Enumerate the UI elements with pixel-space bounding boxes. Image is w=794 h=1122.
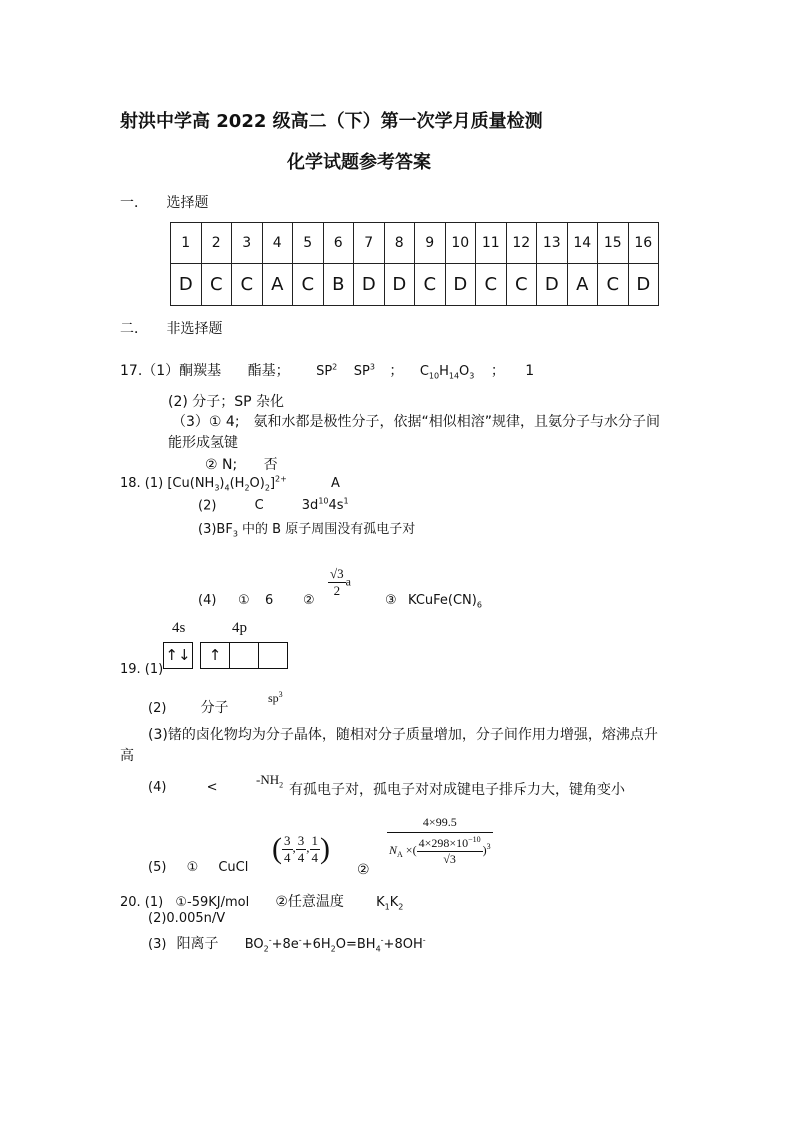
q18-fraction: $\frac{√3}{2}$ a [330,566,351,598]
question-number: 9 [415,223,446,264]
q18-circle-1: ① [238,593,250,608]
question-number: 5 [293,223,324,264]
answer-letter: B [323,264,354,306]
orbital-4s-label: 4s [172,620,186,636]
q20-enthalpy: ①-59KJ/mol [175,895,250,910]
question-number: 15 [598,223,629,264]
q17-sp2: $SP^2$ [316,362,338,379]
q18-answer-a: A [330,476,340,492]
q17-line-2: (2) 分子；SP 杂化 [168,394,285,410]
q18-circle-3: ③ [385,593,397,608]
answer-letter: D [445,264,476,306]
q17-semicolon: ； [389,363,404,379]
answer-letter: C [598,264,629,306]
question-number: 10 [445,223,476,264]
q19-circle-2: ② [357,862,370,878]
question-number: 14 [567,223,598,264]
answer-letter: D [537,264,568,306]
answer-table-number-row [171,223,659,264]
question-number: 12 [506,223,537,264]
answer-letter: D [384,264,415,306]
question-number: 1 [171,223,202,264]
q20-line-2: (2)0.005n/V [148,911,226,926]
q17-line-1 [120,360,534,381]
question-number: 16 [628,223,659,264]
q20-line-3 [148,933,426,954]
q17-formula: $C_{10}H_{14}O_3$ [419,364,475,381]
answer-letter: C [476,264,507,306]
q17-line-4 [205,454,278,474]
answer-letter: C [232,264,263,306]
page-title: 射洪中学高 2022 级高二（下）第一次学月质量检测 [120,111,543,132]
q19-line-4 [148,780,217,795]
q20-label: 20. (1) [120,895,164,910]
q20-k-product: $K_1K_2$ [376,895,404,912]
q17-count: 1 [525,363,535,379]
q17-answer-ester: 酯基； [247,363,290,379]
answer-letter: C [201,264,232,306]
q18-formula: $KCuFe(CN)_6$ [408,593,482,610]
question-number: 7 [354,223,385,264]
section-2-label: 非选择题 [166,321,223,337]
q20-part-3-label: (3) [148,937,167,952]
q20-line-1 [120,891,403,912]
q19-line-3b: 高 [120,748,134,764]
q19-density-formula: 4×99.5 $N_A$ ×( $\frac{4\times 298\times 10^{-10}}{√3}$ )$^3$ [389,815,491,866]
q18-electron-config: $3d^{10}4s^1$ [301,497,349,514]
q17-n-answer: ② N; [205,457,238,473]
question-number: 4 [262,223,293,264]
answer-letter: D [354,264,385,306]
q19-part-5-label: (5) [148,860,167,875]
q19-coordinates: ( $\frac{3}{4}$ , $\frac{3}{4}$ , $\frac{1}{4}$ ) [272,832,330,865]
q18-line-1 [120,475,340,493]
q19-part-2-label: (2) [148,701,167,716]
q19-less-than: < [206,780,218,795]
q18-line-3: $(3)BF_3$ 中的 B 原子周围没有孤电子对 [198,522,416,539]
section-2-number: 二． [120,321,148,337]
answer-letter: A [262,264,293,306]
page-subtitle: 化学试题参考答案 [287,152,431,173]
answer-letter: C [415,264,446,306]
q18-part-2-label: (2) [198,498,217,514]
q18-value-6: 6 [265,593,274,608]
q19-line-5 [148,860,248,875]
q18-complex: 18. (1) $[Cu(NH_3)_4(H_2O)_2]^{2+}$ [120,475,287,493]
q19-line-4-text: 有孤电子对，孤电子对对成键电子排斥力大，键角变小 [289,782,625,798]
question-number: 11 [476,223,507,264]
section-2-heading [120,318,222,338]
section-1-label: 选择题 [166,195,209,211]
q18-part-4-label: (4) [198,593,217,608]
q19-hybridization: $sp^3$ [268,690,283,705]
question-number: 13 [537,223,568,264]
question-number: 8 [384,223,415,264]
q17-line-3: （3）① 4; 氨和水都是极性分子，依据“相似相溶”规律，且氨分子与水分子间 [172,414,661,430]
answer-letter: A [567,264,598,306]
q17-label: 17.（1）酮羰基 [120,363,222,379]
question-number: 6 [323,223,354,264]
q17-semicolon-2: ； [490,363,505,379]
orbital-4p-label: 4p [232,620,247,636]
answer-table-answer-row [171,264,659,306]
q19-line-2 [148,697,229,717]
q17-no-answer: 否 [263,457,278,473]
q19-circle-1: ① [186,860,199,875]
answer-letter: D [171,264,202,306]
q18-line-2 [198,497,349,513]
question-number: 2 [201,223,232,264]
question-number: 3 [232,223,263,264]
q20-any-temperature: ②任意温度 [275,894,344,910]
q19-part-4-label: (4) [148,780,167,795]
q20-cation: 阳离子 [176,936,219,952]
orbital-4s-box: ↑↓ [163,642,193,669]
orbital-4p-box-1: ↑ [200,642,230,669]
answer-letter: C [506,264,537,306]
q19-molecular-answer: 分子 [200,700,229,716]
answer-letter: D [628,264,659,306]
q18-circle-2: ② [303,593,315,608]
q20-equation: $BO_2^-+8e^-+6H_2O=BH_4^-+8OH^-$ [244,935,426,954]
q19-line-1-label: 19. (1) [120,662,164,677]
q17-sp3: $SP^3$ [353,362,375,379]
answer-table [170,222,659,306]
q19-amino-group: $-NH_2$ [256,772,284,790]
q18-answer-c: C [254,498,264,514]
section-1-heading [120,192,208,212]
q17-line-3b: 能形成氢键 [168,435,238,451]
q19-line-3: (3)锗的卤化物均为分子晶体，随相对分子质量增加，分子间作用力增强，熔沸点升 [148,727,658,743]
answer-letter: C [293,264,324,306]
q19-cucl: CuCl [218,860,249,875]
orbital-4p-box-3 [258,642,288,669]
section-1-number: 一． [120,195,148,211]
orbital-4p-box-2 [229,642,259,669]
